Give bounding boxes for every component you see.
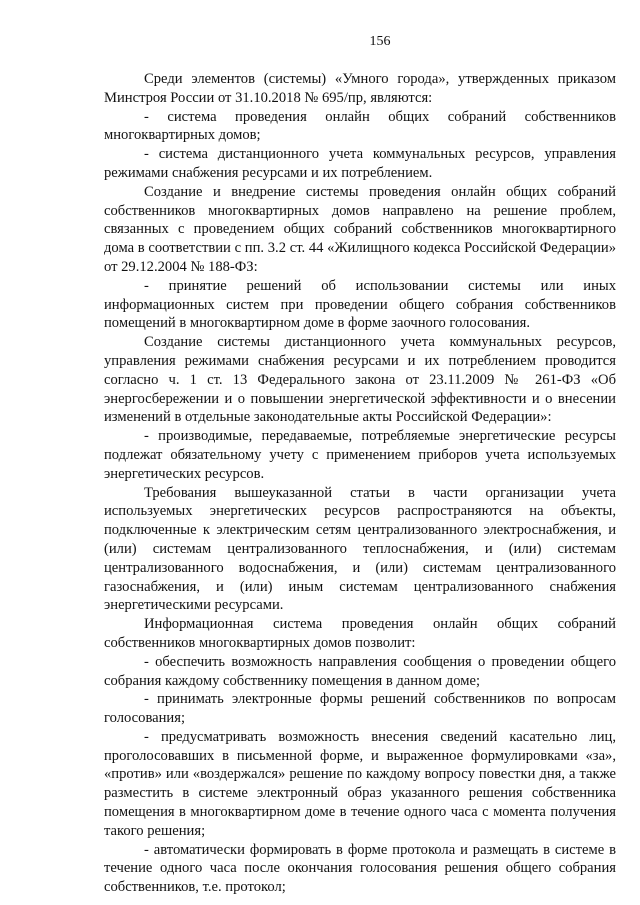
list-item-accept-electronic-forms: - принимать электронные формы решений собственников по вопросам голосования; — [104, 691, 616, 727]
paragraph-online-meetings-purpose: Создание и внедрение системы проведения онлайн общих собраний собственников многоквартирных домов направлено на решение проблем, связанных с проведением общих собраний собственников многоквартирного дома в соответствии с пп. 3.2 ст. 44 «Жилищного кодекса Российской Федерации» от 29.12.2004 № 188-ФЗ: — [104, 183, 616, 275]
paragraph-smart-city-elements: Среди элементов (системы) «Умного города», утвержденных приказом Минстроя России от 31.10.2018 № 695/пр, являются: — [104, 71, 616, 106]
list-item-online-meetings-system: - система проведения онлайн общих собраний собственников многоквартирных домов; — [104, 108, 616, 144]
list-item-decision-making: - принятие решений об использовании системы или иных информационных систем при проведении общего собрания собственников помещений в многоквартирном доме в форме заочного голосования. — [104, 277, 616, 332]
list-item-send-notifications: - обеспечить возможность направления сообщения о проведении общего собрания каждому собственнику помещения в данном доме; — [104, 653, 616, 689]
page-number: 156 — [369, 34, 391, 49]
list-item-record-written-votes: - предусматривать возможность внесения сведений касательно лиц, проголосовавших в письменной форме, и выраженное формулировками «за», «против» или «воздержался» решение по каждому вопросу повестки дня, а также разместить в системе электронный образ указанного решения собственника помещения в многоквартирном доме в течение одного часа с момента получения такого решения; — [104, 728, 616, 839]
paragraph-system-capabilities: Информационная система проведения онлайн общих собраний собственников многоквартирных домов позволит: — [104, 616, 616, 651]
list-item-mandatory-metering: - производимые, передаваемые, потребляемые энергетические ресурсы подлежат обязательному учету с применением приборов учета используемых энергетических ресурсов. — [104, 428, 616, 482]
paragraph-metering-requirements: Требования вышеуказанной статьи в части организации учета используемых энергетических ресурсов распространяются на объекты, подключенные к электрическим сетям централизованного электроснабжения, и (или) системам централизованного теплоснабжения, и (или) системам централизованного водоснабжения, и (или) системам централизованного газоснабжения, и (или) иным системам централизованного снабжения энергетическими ресурсами. — [104, 484, 616, 614]
paragraph-remote-metering-basis: Создание системы дистанционного учета коммунальных ресурсов, управления режимами снабжения ресурсами и их потреблением проводится согласно ч. 1 ст. 13 Федерального закона от 23.11.2009 № 261-ФЗ «Об энергосбережении и о повышении энергетической эффективности и о внесении изменений в отдельные законодательные акты Российской Федерации»: — [104, 334, 616, 426]
list-item-remote-metering-system: - система дистанционного учета коммунальных ресурсов, управления режимами снабжения ресурсами и их потреблением. — [104, 146, 616, 181]
document-body — [104, 70, 616, 897]
list-item-generate-protocol: - автоматически формировать в форме протокола и размещать в системе в течение одного часа после окончания голосования решения общего собрания собственников, т.е. протокол; — [104, 841, 616, 896]
